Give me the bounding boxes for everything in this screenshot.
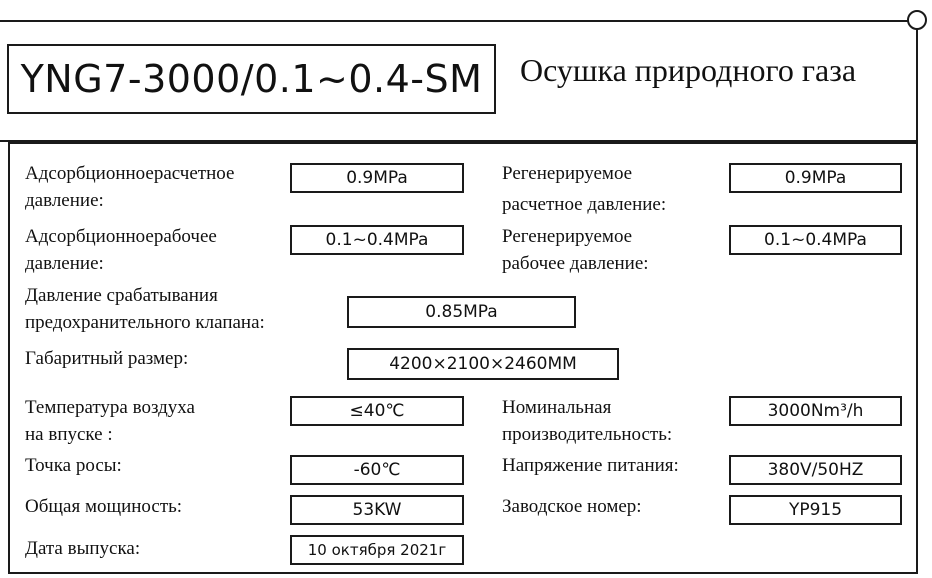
adsorption-design-pressure-label-2: давление: bbox=[25, 190, 104, 211]
dew-point-value: -60℃ bbox=[290, 455, 464, 485]
adsorption-design-pressure-value: 0.9MPa bbox=[290, 163, 464, 193]
regen-design-pressure-label-2: расчетное давление: bbox=[502, 194, 667, 215]
dew-point-label: Точка росы: bbox=[25, 455, 122, 476]
inlet-air-temp-label-2: на впуске : bbox=[25, 424, 113, 445]
inlet-air-temp-label-1: Температура воздуха bbox=[25, 397, 195, 418]
adsorption-working-pressure-value: 0.1~0.4MPa bbox=[290, 225, 464, 255]
supply-voltage-value: 380V/50HZ bbox=[729, 455, 902, 485]
regen-working-pressure-label-1: Регенерируемое bbox=[502, 226, 633, 247]
factory-number-label: Заводское номер: bbox=[502, 496, 642, 517]
release-date-label: Дата выпуска: bbox=[25, 538, 141, 559]
nominal-capacity-label-2: производительность: bbox=[502, 424, 673, 445]
safety-valve-pressure-label-1: Давление срабатывания bbox=[25, 285, 218, 306]
safety-valve-pressure-label-2: предохранительного клапана: bbox=[25, 312, 265, 333]
regen-design-pressure-label-1: Регенерируемое bbox=[502, 163, 633, 184]
nominal-capacity-value: 3000Nm³/h bbox=[729, 396, 902, 426]
nominal-capacity-label-1: Номинальная bbox=[502, 397, 612, 418]
adsorption-design-pressure-label-1: Адсорбционноерасчетное bbox=[25, 163, 235, 184]
product-title: Осушка природного газа bbox=[520, 52, 857, 88]
total-power-label: Общая мощиность: bbox=[25, 496, 183, 517]
model-number: YNG7-3000/0.1~0.4-SM bbox=[7, 44, 496, 114]
release-date-value: 10 октября 2021г bbox=[290, 535, 464, 565]
regen-design-pressure-value: 0.9MPa bbox=[729, 163, 902, 193]
factory-number-value: YP915 bbox=[729, 495, 902, 525]
safety-valve-pressure-value: 0.85MPa bbox=[347, 296, 576, 328]
regen-working-pressure-value: 0.1~0.4MPa bbox=[729, 225, 902, 255]
adsorption-working-pressure-label-2: давление: bbox=[25, 253, 104, 274]
regen-working-pressure-label-2: рабочее давление: bbox=[502, 253, 649, 274]
overall-size-value: 4200×2100×2460MM bbox=[347, 348, 619, 380]
supply-voltage-label: Напряжение питания: bbox=[502, 455, 679, 476]
total-power-value: 53KW bbox=[290, 495, 464, 525]
adsorption-working-pressure-label-1: Адсорбционноерабочее bbox=[25, 226, 217, 247]
mounting-hole bbox=[907, 10, 927, 30]
overall-size-label: Габаритный размер: bbox=[25, 348, 189, 369]
inlet-air-temp-value: ≤40℃ bbox=[290, 396, 464, 426]
